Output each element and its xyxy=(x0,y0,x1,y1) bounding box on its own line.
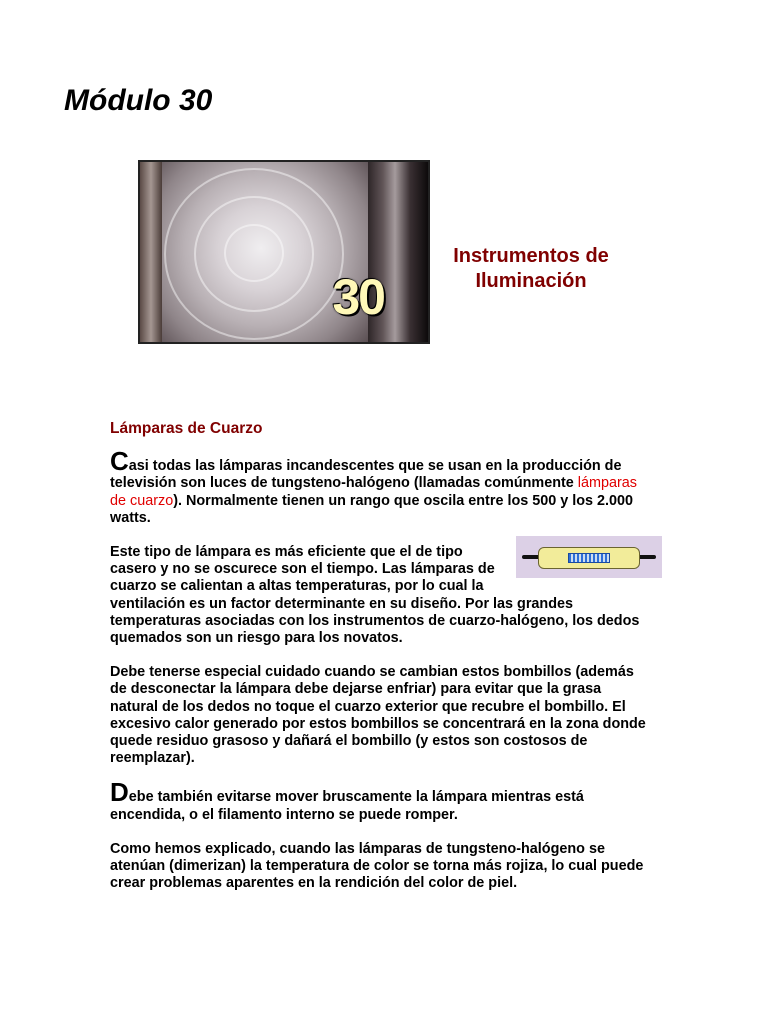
paragraph-4 xyxy=(110,777,650,823)
lens-ring-inner xyxy=(224,224,284,282)
section-title: Instrumentos de Iluminación xyxy=(453,245,609,292)
paragraph-1 xyxy=(110,446,650,527)
paragraph-3: Debe tenerse especial cuidado cuando se cambian estos bombillos (además de desconectar la lámpara debe dejarse enfriar) para evitar que la grasa natural de los dedos no toque el cuarzo exterior que recubre el bombillo. El excesivo calor generado por estos bombillos se concentrará en la zona donde quede residuo grasoso y dañará el bombillo (y estos son costosos de reemplazar). xyxy=(110,664,646,767)
highlight-term: lámparas de cuarzo xyxy=(110,475,637,509)
subheading: Lámparas de Cuarzo xyxy=(110,420,263,437)
paragraph-2 xyxy=(110,544,650,647)
lens-frame-left xyxy=(140,162,162,342)
lamp-filament xyxy=(568,553,610,563)
module-number-overlay: 30 xyxy=(332,269,384,325)
dropcap: D xyxy=(110,777,129,808)
lens-image xyxy=(138,160,430,344)
paragraph-5: Como hemos explicado, cuando las lámparas de tungsteno-halógeno se atenúan (dimerizan) la temperatura de color se torna más rojiza, lo cual puede crear problemas aparentes en la rendición del color de piel. xyxy=(110,840,644,892)
paragraph-1-text-a: asi todas las lámparas incandescentes que se usan en la producción de televisión son luces de tungsteno-halógeno (llamadas comúnmente xyxy=(110,458,622,492)
page-title: Módulo 30 xyxy=(64,84,213,117)
article-body xyxy=(110,420,650,909)
paragraph-2-text: Este tipo de lámpara es más eficiente que el de tipo casero y no se oscurece son el tiempo. Las lámparas de cuarzo se calientan a altas temperaturas, por lo cual la ventilación es un factor determinante en su diseño. Por las grandes temperaturas asociadas con los instrumentos de cuarzo-halógeno, los dedos quemados son un riesgo para los novatos. xyxy=(110,544,640,647)
dropcap: C xyxy=(110,446,129,477)
paragraph-4-text: ebe también evitarse mover bruscamente la lámpara mientras está encendida, o el filamento interno se puede romper. xyxy=(110,789,584,823)
quartz-lamp-image xyxy=(516,536,662,578)
paragraph-1-text-b: ). Normalmente tienen un rango que oscila entre los 500 y los 2.000 watts. xyxy=(110,492,634,526)
